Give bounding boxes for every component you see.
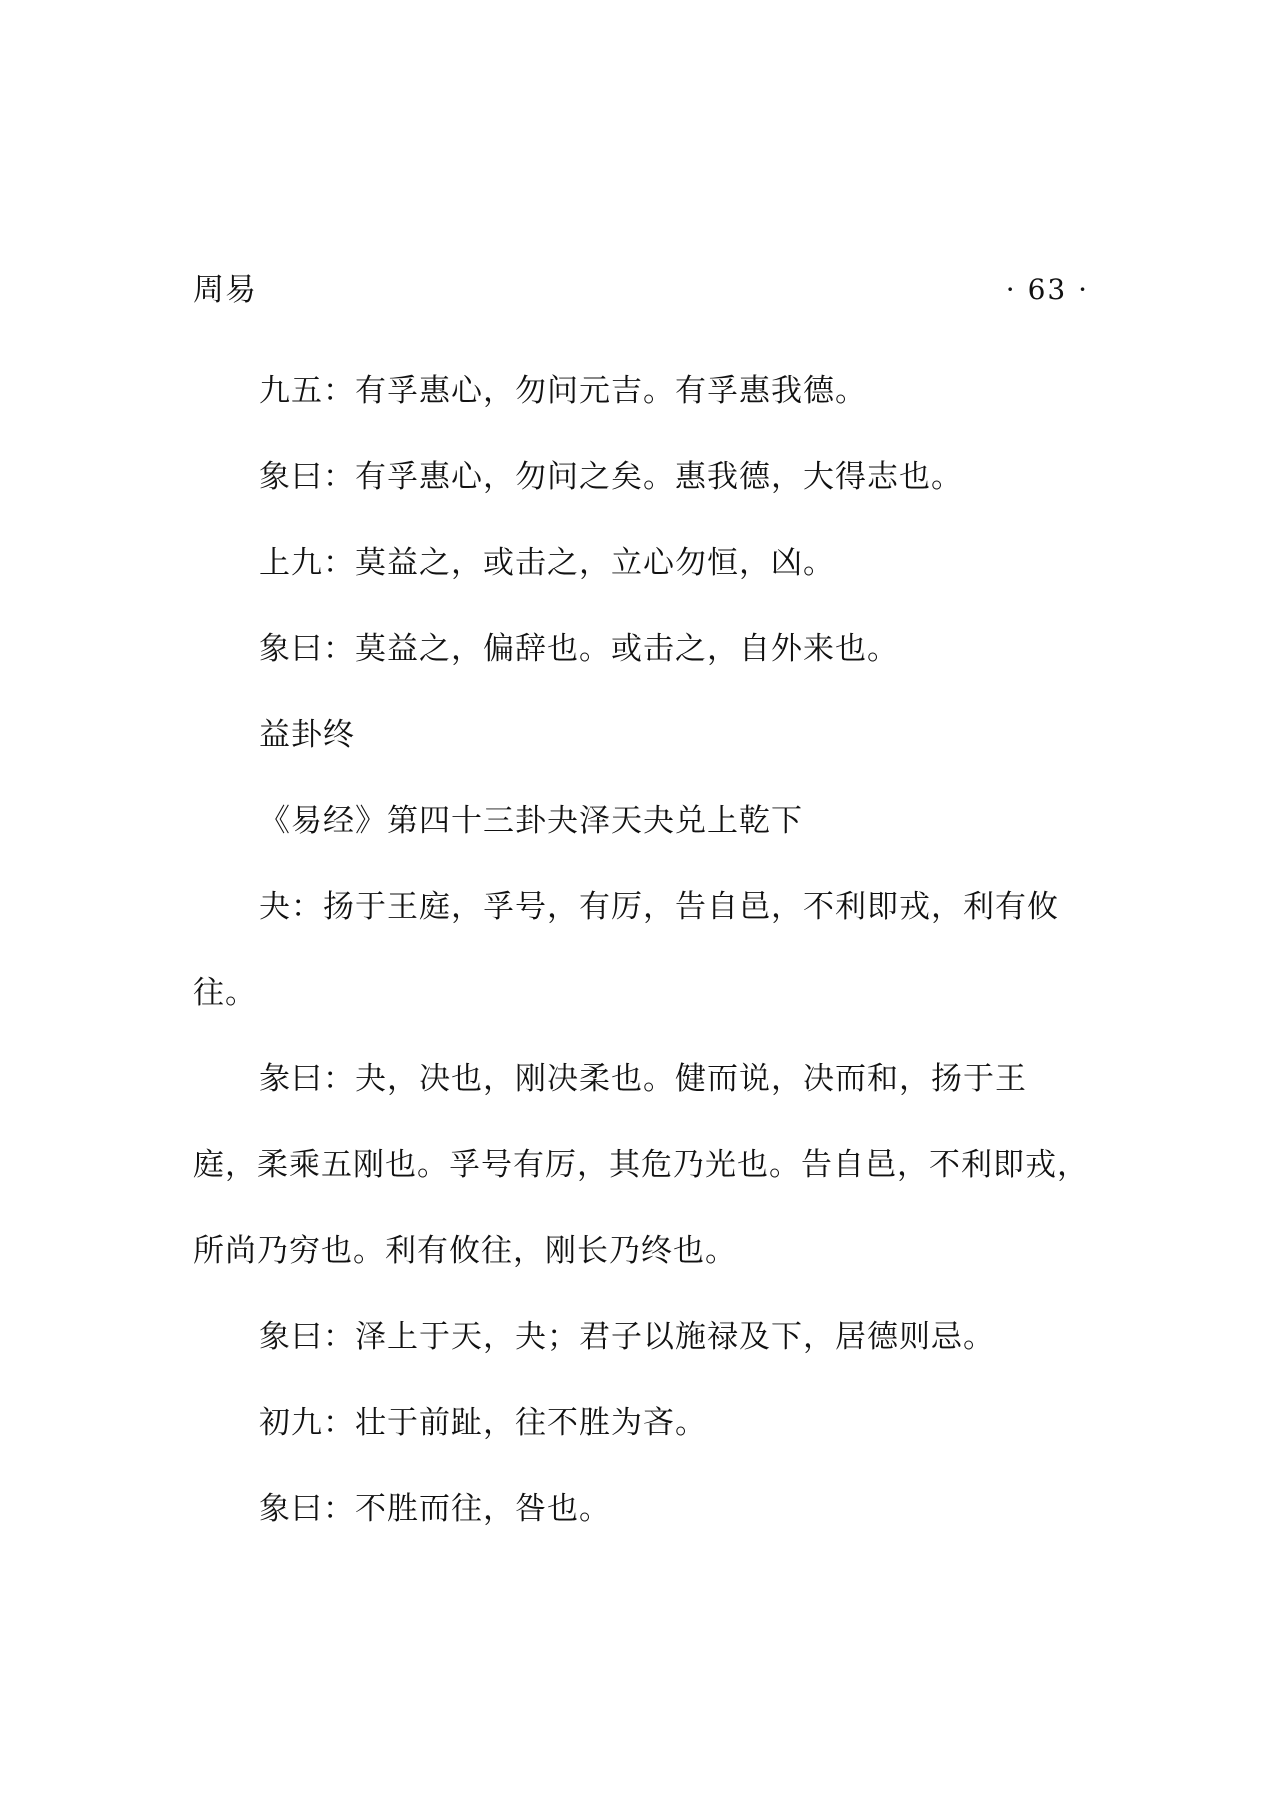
paragraph-xiang-jiuwu: 象曰：有孚惠心，勿问之矣。惠我德，大得志也。: [259, 459, 963, 495]
paragraph-guai-judgment: 夬：扬于王庭，孚号，有厉，告自邑，不利即戎，利有攸往。: [193, 889, 1059, 1011]
paragraph-shangjiu: 上九：莫益之，或击之，立心勿恒，凶。: [259, 545, 835, 581]
paragraph-xiang-shangjiu: 象曰：莫益之，偏辞也。或击之，自外来也。: [259, 631, 899, 667]
body-text: [193, 348, 1089, 1552]
paragraph-xiang-chujiu: 象曰：不胜而往，咎也。: [259, 1491, 611, 1527]
paragraph-xiang-image: 象曰：泽上于天，夬；君子以施禄及下，居德则忌。: [259, 1319, 995, 1355]
paragraph-yi-end: 益卦终: [259, 717, 355, 753]
paragraph-jiuwu: 九五：有孚惠心，勿问元吉。有孚惠我德。: [259, 373, 867, 409]
running-title: 周易: [193, 272, 257, 308]
page-header: [193, 268, 1089, 312]
paragraph-hexagram-heading: 《易经》第四十三卦夬泽天夬兑上乾下: [259, 803, 803, 839]
paragraph-chujiu: 初九：壮于前趾，往不胜为吝。: [259, 1405, 707, 1441]
page-number: · 63 ·: [1005, 273, 1089, 306]
paragraph-tuan: 彖曰：夬，决也，刚决柔也。健而说，决而和，扬于王庭，柔乘五刚也。孚号有厉，其危乃光也。告自邑，不利即戎，所尚乃穷也。利有攸往，刚长乃终也。: [193, 1061, 1089, 1269]
